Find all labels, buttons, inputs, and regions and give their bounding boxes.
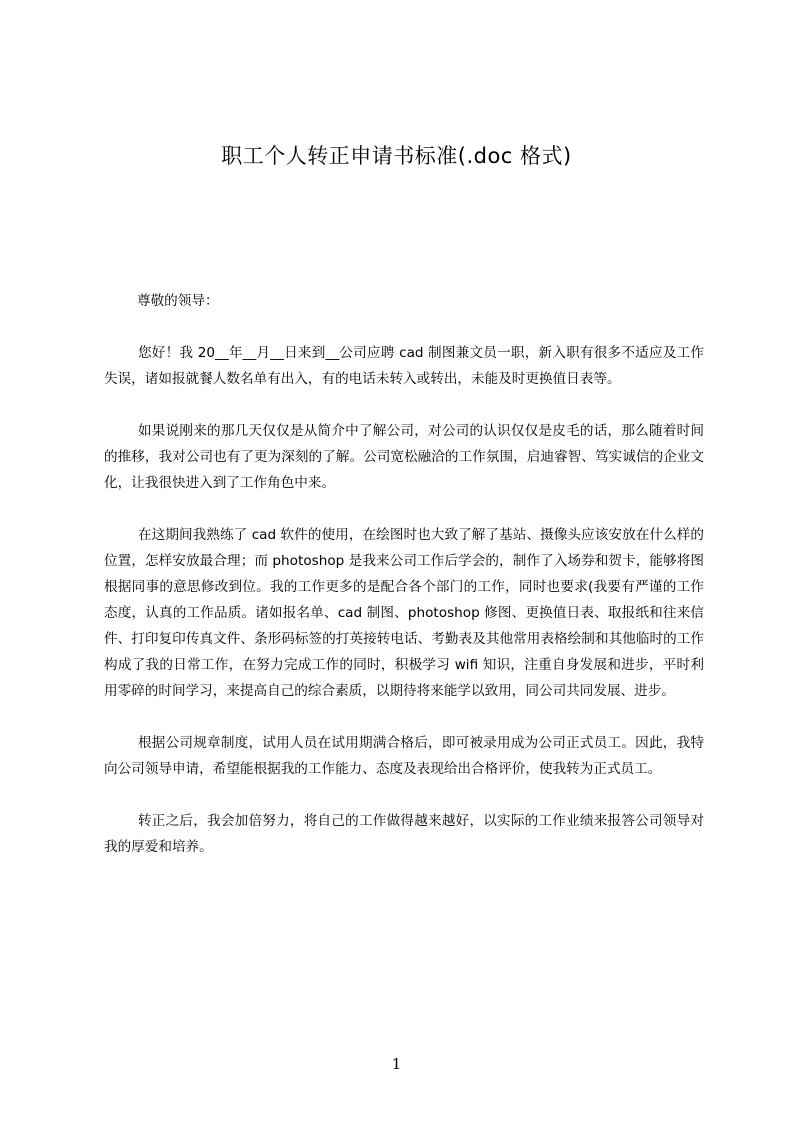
paragraph-application: 根据公司规章制度，试用人员在试用期满合格后，即可被录用成为公司正式员工。因此，我特向公司领导申请，希望能根据我的工作能力、态度及表现给出合格评价，使我转为正式员工。: [104, 735, 704, 777]
document-title: 职工个人转正申请书标准(.doc 格式): [221, 144, 572, 168]
salutation: 尊敬的领导：: [137, 293, 219, 309]
paragraph-greeting: 您好！我 20__年__月__日来到__公司应聘 cad 制图兼文员一职，新入职有很多不适应及工作失误，诸如报就餐人数名单有出入，有的电话未转入或转出，未能及时更换值日表等。: [104, 345, 704, 387]
page-number: 1: [391, 1055, 402, 1073]
paragraph-commitment: 转正之后，我会加倍努力，将自己的工作做得越来越好，以实际的工作业绩来报答公司领导对我的厚爱和培养。: [104, 813, 704, 855]
paragraph-understanding: 如果说刚来的那几天仅仅是从简介中了解公司，对公司的认识仅仅是皮毛的话，那么随着时间的推移，我对公司也有了更为深刻的了解。公司宽松融洽的工作氛围，启迪睿智、笃实诚信的企业文化，让我很快进入到了工作角色中来。: [104, 423, 704, 491]
paragraph-work-details: 在这期间我熟练了 cad 软件的使用，在绘图时也大致了解了基站、摄像头应该安放在什么样的位置，怎样安放最合理；而 photoshop 是我来公司工作后学会的，制作了入场券和贺卡，能够将图根据同事的意思修改到位。我的工作更多的是配合各个部门的工作，同时也要求(我要有严谨的工作态度，认真的工作品质。诸如报名单、cad 制图、photoshop 修图、更换值日表、取报纸和往来信件、打印复印传真文件、条形码标签的打英接转电话、考勤表及其他常用表格绘制和其他临时的工作构成了我的日常工作，在努力完成工作的同时，积极学习 wifi 知识，注重自身发展和进步，平时利用零碎的时间学习，来提高自己的综合素质，以期待将来能学以致用，同公司共同发展、进步。: [104, 527, 704, 699]
document-body: [104, 288, 704, 886]
